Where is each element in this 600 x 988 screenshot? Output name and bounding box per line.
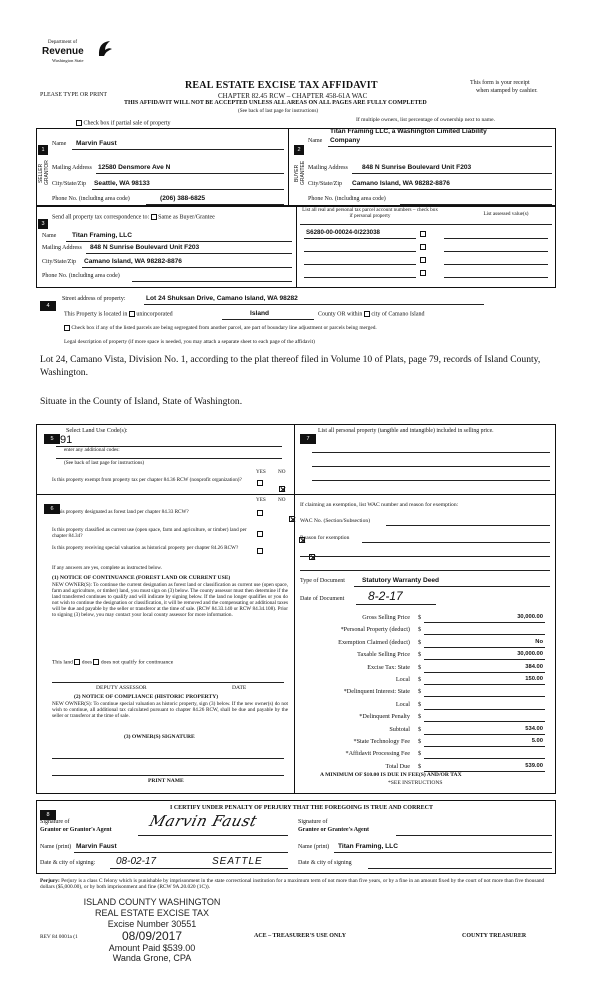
print-name-label: PRINT NAME [148,778,184,784]
multiple-owners: If multiple owners, list percentage of ownership next to name. [356,117,496,123]
dollar-sign: $ [418,676,422,683]
stamp-line4: 08/09/2017 [121,929,183,943]
amount-label: Gross Selling Price [362,614,410,621]
parcels-header-rule [300,224,552,225]
dept-line3: Washington State [52,58,84,63]
form-chapter: CHAPTER 82.45 RCW – CHAPTER 458-61A WAC [218,92,368,100]
amount-row [300,676,545,686]
section-5-6-rule [36,494,294,495]
buyer-num: 2 [294,138,304,156]
legal-label: Legal description of property (if more space is needed, you may attach a separate sheet to each page of the affidavit) [64,339,315,345]
property-num: 4 [40,294,56,312]
if-yes-note: If any answers are yes, complete as instructed below. [52,565,163,571]
stamp-line2: REAL ESTATE EXCISE TAX [94,908,210,918]
assessed-line-2 [444,251,548,252]
dollar-sign: $ [418,725,422,733]
amount-line [424,672,545,673]
dept-line2: Revenue [42,46,84,57]
seller-phone-label: Phone No. (including area code) [52,196,130,202]
amount-row [300,614,545,624]
deputy-line [52,682,284,683]
receipt-note-2: when stamped by cashier. [476,88,538,94]
amount-line [424,634,545,635]
partial-sale-checkbox[interactable] [76,120,82,126]
dollar-sign: $ [418,651,422,659]
amount-row [300,701,545,711]
grantor-signature: Marvin Faust [147,812,260,830]
stamp-line1: ISLAND COUNTY WASHINGTON [83,897,221,907]
grantee-name: Titan Framing, LLC [338,843,398,850]
seller-name-label: Name [52,141,67,147]
amount-value: 384.00 [525,663,543,670]
grantor-sig-label-1: Signature of [40,819,70,825]
dollar-sign: $ [418,700,422,708]
grantee-sig-label-1: Signature of [298,819,328,825]
corr-same-label: Same as Buyer/Grantee [158,214,215,221]
dollar-sign: $ [418,713,422,721]
notice1-title: (1) NOTICE OF CONTINUANCE (FOREST LAND OR CURRENT USE) [52,575,231,581]
wac-label: WAC No. (Section/Subsection) [300,518,371,524]
amount-line [424,734,545,735]
amount-label: Taxable Selling Price [357,651,410,659]
doc-date: 8-2-17 [368,589,403,603]
section-3-divider [296,206,297,288]
seller-city-line [92,189,284,190]
amount-label: Excise Tax: State [367,663,410,671]
receipt-note-1: This form is your receipt [470,80,530,86]
parcel-personal-checkbox-3[interactable] [420,257,426,263]
grantee-date-line [368,868,552,869]
owner-sig-line [52,758,284,759]
amount-row [300,688,545,698]
grantee-date-label: Date & city of signing [298,860,352,866]
corr-send-label: Send all property tax correspondence to: [52,214,150,221]
certify-text: I CERTIFY UNDER PENALTY OF PERJURY THAT THE FOREGOING IS TRUE AND CORRECT [170,805,433,811]
seller-name: Marvin Faust [76,140,117,147]
grantee-sig-line [396,835,552,836]
notice1-body: NEW OWNER(S): To continue the current designation as forest land or classification as current use (open space, farm and agriculture, or timber) land, you must sign on (3) below. The county assessor must then determine if the land transferred continues to qualify and will indicate by signing below. If the land no longer qualifies or you do not wish to continue the designation or classification, it will be removed and the compensating or additional taxes will be due and payable by the seller or transferor at the time of sale. (RCW 84.33.140 or RCW 84.34.108). Prior to signing (3) below, you may contact your local county assessor for more information. [52,582,288,618]
buyer-name-line2: Company [330,137,361,144]
corr-name: Titan Framing, LLC [72,232,132,239]
amount-label: Total Due [385,762,410,770]
dollar-sign: $ [418,762,422,770]
amount-line [424,622,545,623]
deputy-date-label: DATE [232,685,247,691]
amount-row [300,664,545,674]
parcel-personal-checkbox-4[interactable] [420,270,426,276]
grantor-date: 08-02-17 [116,856,157,867]
amount-line [424,684,545,685]
buyer-city: Camano Island, WA 98282-8876 [352,180,450,187]
amount-line [424,647,545,648]
amount-line [424,746,545,747]
section8-num: 8 [40,803,56,821]
notice2-body: NEW OWNER(S): To continue special valuation as historic property, sign (3) below. If the new owner(s) do not wish to continue, all additional tax calculated pursuant to chapter 84.26 RCW, shall be due and payable by the seller or transferor at the time of sale. [52,701,288,719]
perjury-body: Perjury is a class C felony which is punishable by imprisonment in the state correctional institution for a maximum term of not more than five years, or by a fine in an amount fixed by the court of not more than five thousand dollars ($5,000.00), or by both imprisonment and fine (RCW 9A.20.020 (1C)). [40,878,545,891]
amount-line [424,696,545,697]
seller-phone: (206) 388-6825 [160,195,206,202]
this-land-label: This land [52,659,73,666]
historic-question: Is this property receiving special valuation as historical property per chapter 84.26 RCW? [52,545,239,551]
county-name: Island [250,310,270,317]
grantor-sig-line [138,835,288,836]
section-1-2-divider [288,128,289,206]
notice2-title: (2) NOTICE OF COMPLIANCE (HISTORIC PROPERTY) [74,694,219,700]
partial-sale-label: Check box if partial sale of property [83,120,171,127]
doc-type-label: Type of Document [300,578,345,584]
exempt-yes-checkbox[interactable] [257,480,263,486]
buyer-mailing-label: Mailing Address [308,165,348,171]
buyer-phone-label: Phone No. (including area code) [308,196,386,202]
amount-label: Local [395,700,410,708]
segregated-checkbox[interactable] [64,325,70,331]
amount-label: *State Technology Fee [353,738,410,745]
situate-text: Situate in the County of Island, State of Washington. [40,396,243,407]
owner-sig-label: (3) OWNER(S) SIGNATURE [124,734,195,740]
located-prefix: This Property is located in [64,311,128,318]
grantee-sig-label-2: Grantee or Grantee's Agent [298,827,370,833]
section7-num: 7 [300,427,316,445]
current-use-question: Is this property classified as current use (open space, farm and agriculture, or timber) land per chapter 84.34? [52,527,247,539]
exempt-no-checkbox[interactable] [279,486,285,492]
amount-row [300,750,545,760]
seller-city: Seattle, WA 98133 [94,180,150,187]
amount-row [300,713,545,723]
amount-value: 534.00 [525,725,543,732]
stamp-line3: Excise Number 30551 [107,919,197,929]
parcel-line-3 [304,264,416,265]
buyer-name-label: Name [308,138,323,144]
grantor-name-label: Name (print) [40,844,72,850]
land-does-not-checkbox[interactable] [93,659,99,665]
buyer-mailing: 848 N Sunrise Boulevard Unit F203 [362,164,472,171]
street-line [144,304,484,305]
dollar-sign: $ [418,614,422,621]
amount-row [300,626,545,636]
grantee-name-label: Name (print) [298,844,330,850]
corr-mailing-label: Mailing Address [42,245,82,251]
corr-mailing-line [86,253,292,254]
assessed-line-3 [444,264,548,265]
not-accepted: THIS AFFIDAVIT WILL NOT BE ACCEPTED UNLESS ALL AREAS ON ALL PAGES ARE FULLY COMPLETED [124,100,427,106]
treasurer-stamp [82,897,222,963]
amount-value: 30,000.00 [517,614,543,620]
grantor-sig-label-2: Grantor or Grantor's Agent [40,827,112,833]
land-does-label: does [81,659,93,666]
amount-value: 539.00 [525,762,543,769]
pp-line-2 [312,466,550,467]
city-of-label: city of Camano Island [371,311,425,318]
corr-num: 3 [38,212,48,230]
wac-line [386,525,550,526]
forest-yes-checkbox[interactable] [257,510,263,516]
amount-label: *Affidavit Processing Fee [345,750,410,758]
seller-num: 1 [38,138,48,156]
perjury-label: Perjury: [40,878,60,884]
section6-no: NO [278,497,286,503]
amount-value: No [535,638,543,645]
buyer-side-label: BUYER GRANTEE [294,160,306,186]
reason-line-1 [362,542,550,543]
dor-emblem-icon [96,38,114,58]
rev-number: REV 84 0001a (1 [40,934,78,940]
grantor-date-label: Date & city of signing: [40,860,96,866]
dollar-sign: $ [418,663,422,671]
buyer-name-line1: Titan Framing LLC, a Washington Limited Liability [330,128,487,135]
buyer-name-underline [328,146,552,147]
section-7-rule [294,494,556,495]
landuse-yes: YES [256,469,266,475]
dollar-sign: $ [418,688,422,696]
parcel-line-1 [304,238,416,239]
exemption-claim-label: If claiming an exemption, list WAC number and reason for exemption: [300,502,459,508]
seller-phone-line [146,204,284,205]
section-5-7-divider [294,424,295,794]
doc-date-line [356,604,436,605]
stamp-line5: Amount Paid $539.00 [108,943,196,953]
unincorporated-checkbox[interactable] [129,311,135,317]
personal-property-label: List all personal property (tangible and intangible) included in selling price. [318,428,494,434]
amount-label: Subtotal [389,725,410,733]
seller-name-line [72,149,284,150]
grantor-name: Marvin Faust [76,843,117,850]
please-type: PLEASE TYPE OR PRINT [40,92,108,98]
amount-value: 5.00 [531,738,543,744]
deputy-label: DEPUTY ASSESSOR [96,685,147,691]
corr-city-line [82,267,292,268]
assessed-line-1 [444,238,548,239]
amount-value: 150.00 [525,676,543,682]
landuse-see-back: (See back of last page for instructions) [64,460,145,466]
pp-line-3 [312,480,550,481]
seller-mailing-label: Mailing Address [52,165,92,171]
buyer-mailing-line [352,173,552,174]
county-or-label: County OR within [318,311,363,318]
dollar-sign: $ [418,738,422,745]
corr-city-label: City/State/Zip [42,259,76,265]
land-does-checkbox[interactable] [74,659,80,665]
landuse-additional: enter any additional codes: [64,447,120,453]
county-line [222,319,314,320]
landuse-no: NO [278,469,286,475]
amount-row [300,726,545,736]
amount-row [300,651,545,661]
grantor-date-line [110,868,288,869]
doc-type-line [354,586,550,587]
grantor-name-line [74,852,288,853]
amount-value: 30,000.00 [517,651,543,658]
amount-line [424,709,545,710]
section6-num: 6 [44,497,60,515]
dor-logo [40,38,120,74]
amount-line [424,721,545,722]
landuse-code: 91 [60,434,73,446]
street-address: Lot 24 Shuksan Drive, Camano Island, WA 98282 [146,295,298,302]
corr-name-label: Name [42,233,57,239]
doc-date-label: Date of Document [300,596,345,602]
within-city-checkbox[interactable] [364,311,370,317]
amount-row [300,639,545,649]
county-treasurer: COUNTY TREASURER [462,933,527,939]
buyer-phone-line [400,204,552,205]
pp-line-1 [312,452,550,453]
perjury-text [40,878,560,890]
street-label: Street address of property: [62,296,126,302]
segregated-row [64,325,377,331]
print-name-line [52,775,284,776]
amount-line [424,659,545,660]
partial-sale-row [76,120,170,128]
dollar-sign: $ [418,638,422,646]
legal-description: Lot 24, Camano Vista, Division No. 1, according to the plat thereof filed in Volume 10 of Plats, page 79, records of Island County, Washington. [40,354,541,378]
buyer-city-label: City/State/Zip [308,181,342,187]
amount-label: *Delinquent Penalty [359,713,410,721]
land-does-not-label: does not qualify for continuance [100,659,174,666]
amount-row [300,738,545,748]
located-row [64,311,173,319]
assessed-line-4 [444,277,548,278]
unincorporated-label: unincorporated [136,311,173,318]
amount-label: Local [395,676,410,683]
parcel-personal-checkbox-1[interactable] [420,231,426,237]
reason-line-2 [300,556,550,557]
minimum-note: A MINIMUM OF $10.00 IS DUE IN FEE(S) AND/OR TAX [320,772,462,778]
seller-mailing-line [96,173,284,174]
doc-type: Statutory Warranty Deed [362,577,440,584]
corr-city: Camano Island, WA 98282-8876 [84,258,182,265]
segregated-note: Check box if any of the listed parcels are being segregated from another parcel, are part of boundary line adjustment or parcels being merged. [71,325,377,332]
amount-label: Exemption Claimed (deduct) [338,638,410,646]
amount-label: *Delinquent Interest: State [343,688,410,696]
section6-yes: YES [256,497,266,503]
see-back: (See back of last page for instructions) [238,108,319,114]
corr-phone-label: Phone No. (including area code) [42,273,120,279]
parcel-1: S6280-00-00024-0/223038 [306,229,380,236]
historic-yes-checkbox[interactable] [257,548,263,554]
stamp-line6: Wanda Grone, CPA [112,953,192,963]
forest-question: Is this property designated as forest land per chapter 84.33 RCW? [52,509,189,515]
dept-line1: Department of [48,40,78,45]
parcels-header-left: List all real and personal tax parcel account numbers – check box if personal property [302,207,438,219]
current-use-yes-checkbox[interactable] [257,531,263,537]
dollar-sign: $ [418,750,422,758]
parcels-header-right: List assessed value(s) [483,211,529,217]
parcel-personal-checkbox-2[interactable] [420,244,426,250]
treasurer-use: ACE – TREASURER'S USE ONLY [254,933,347,939]
landuse-additional-line [56,458,282,459]
county-or-row [318,311,425,319]
buyer-city-line [350,189,552,190]
seller-side-label: SELLER GRANTOR [38,160,50,186]
exempt-question: Is this property exempt from property tax per chapter 84.36 RCW (nonprofit organization)? [52,477,242,483]
dollar-sign: $ [418,626,422,634]
seller-mailing: 12580 Densmore Ave N [98,164,171,171]
grantee-name-line [334,852,552,853]
forest-no-checkbox[interactable] [289,516,295,522]
corr-send-row [52,214,215,222]
corr-mailing: 848 N Sunrise Boulevard Unit F203 [90,244,200,251]
seller-city-label: City/State/Zip [52,181,86,187]
amount-line [424,758,545,759]
parcel-line-2 [304,251,416,252]
see-instructions: *SEE INSTRUCTIONS [388,780,443,786]
landuse-select-label: Select Land Use Code(s): [66,428,128,434]
corr-same-checkbox[interactable] [151,214,157,220]
corr-phone-line [132,281,292,282]
reason-line-3 [300,570,550,571]
this-land-row [52,659,173,666]
corr-name-line [66,241,292,242]
form-title: REAL ESTATE EXCISE TAX AFFIDAVIT [185,80,378,91]
grantor-city: SEATTLE [212,856,263,867]
parcel-line-4 [304,277,416,278]
landuse-num: 5 [44,427,60,445]
reason-label: Reason for exemption [300,535,350,541]
amount-label: *Personal Property (deduct) [340,626,410,634]
